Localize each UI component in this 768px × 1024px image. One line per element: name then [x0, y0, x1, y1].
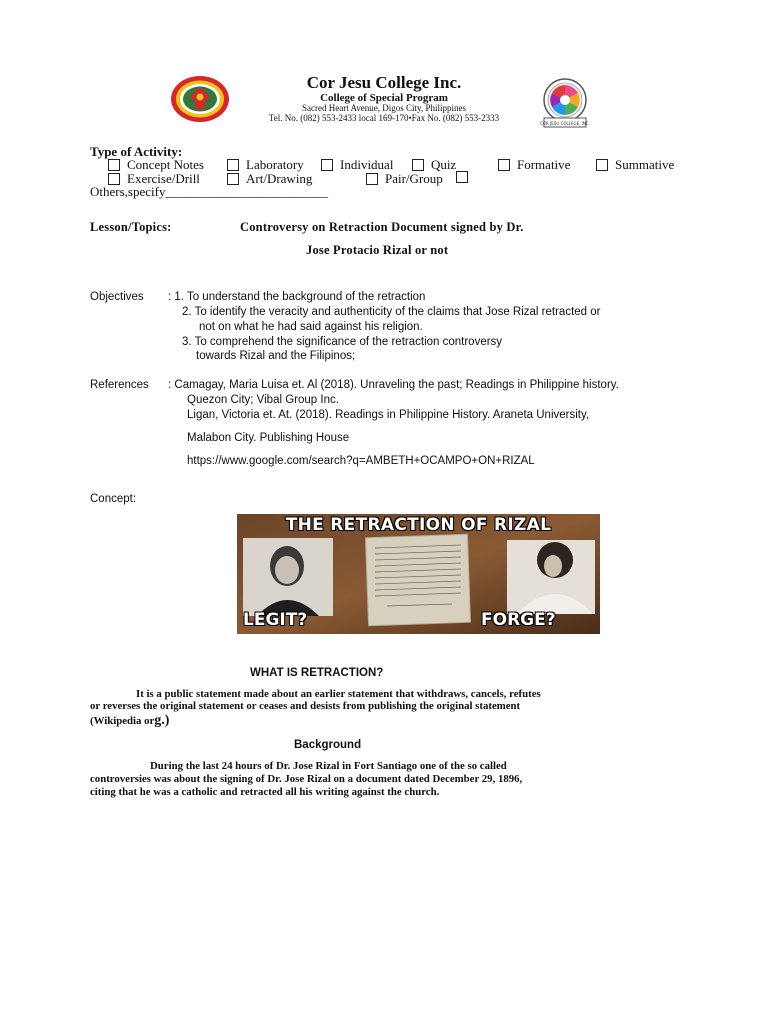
option-laboratory[interactable]: Laboratory	[227, 157, 304, 173]
background-text-line: controversies was about the signing of Dr. Jose Rizal on a document dated December 29, 1896,	[90, 773, 523, 785]
checkbox[interactable]	[108, 159, 120, 171]
college-name: Cor Jesu College Inc.	[306, 73, 462, 92]
checkbox[interactable]	[412, 159, 424, 171]
objective-line: not on what he had said against his religion.	[199, 321, 423, 333]
college-of-special-program-seal-icon	[536, 78, 594, 128]
college-address: Sacred Heart Avenue, Digos City, Philippines	[302, 103, 466, 113]
option-blank[interactable]	[456, 171, 475, 183]
reference-line: Malabon City. Publishing House	[187, 432, 350, 444]
reference-link[interactable]: https://www.google.com/search?q=AMBETH+OCAMPO+ON+RIZAL	[187, 455, 535, 467]
option-quiz[interactable]: Quiz	[412, 157, 456, 173]
lesson-label: Lesson/Topics:	[90, 220, 172, 234]
background-heading: Background	[294, 739, 362, 751]
background-text-line: During the last 24 hours of Dr. Jose Rizal in Fort Santiago one of the so called	[150, 760, 507, 772]
retraction-text-line: (Wikipedia org.)	[90, 713, 170, 728]
concept-label: Concept:	[90, 493, 137, 505]
others-specify-field[interactable]: Others,specify_________________________	[90, 184, 328, 199]
option-concept-notes[interactable]: Concept Notes	[108, 157, 204, 173]
image-caption-forge: FORGE?	[481, 610, 556, 630]
svg-text:COR JESU COLLEGE, INC.: COR JESU COLLEGE, INC.	[540, 121, 590, 126]
checkbox[interactable]	[366, 173, 378, 185]
checkbox[interactable]	[498, 159, 510, 171]
option-formative[interactable]: Formative	[498, 157, 570, 173]
option-art-drawing[interactable]: Art/Drawing	[227, 171, 312, 187]
retraction-text-line: It is a public statement made about an earlier statement that withdraws, cancels, refutes	[136, 688, 541, 700]
image-title: THE RETRACTION OF RIZAL	[285, 515, 552, 535]
checkbox[interactable]	[596, 159, 608, 171]
option-exercise-drill[interactable]: Exercise/Drill	[108, 171, 200, 187]
objective-line: towards Rizal and the Filipinos;	[196, 350, 356, 362]
objectives-label: Objectives	[90, 291, 144, 303]
option-individual[interactable]: Individual	[321, 157, 393, 173]
checkbox[interactable]	[321, 159, 333, 171]
references-label: References	[90, 379, 149, 391]
objective-line: 2. To identify the veracity and authenticity of the claims that Jose Rizal retracted or	[182, 306, 601, 318]
background-text-line: citing that he was a catholic and retracted all his writing against the church.	[90, 786, 440, 798]
image-caption-legit: LEGIT?	[243, 610, 308, 630]
option-pair-group[interactable]: Pair/Group	[366, 171, 443, 187]
reference-line: Ligan, Victoria et. At. (2018). Readings in Philippine History. Araneta University,	[187, 409, 590, 421]
reference-line: : Camagay, Maria Luisa et. Al (2018). Unraveling the past; Readings in Philippine history.	[168, 379, 619, 391]
lesson-title-line-2: Jose Protacio Rizal or not	[306, 243, 449, 257]
objective-line: : 1. To understand the background of the retraction	[168, 291, 426, 303]
option-summative[interactable]: Summative	[596, 157, 674, 173]
lesson-title-line-1: Controversy on Retraction Document signed by Dr.	[240, 220, 524, 234]
checkbox[interactable]	[227, 159, 239, 171]
checkbox[interactable]	[456, 171, 468, 183]
retraction-of-rizal-image	[237, 514, 600, 634]
college-phone: Tel. No. (082) 553-2433 local 169-170•Fax No. (082) 553-2333	[268, 113, 500, 123]
retraction-heading: WHAT IS RETRACTION?	[250, 667, 384, 679]
retraction-text-line: or reverses the original statement or ceases and desists from publishing the original statement	[90, 700, 521, 712]
reference-line: Quezon City; Vibal Group Inc.	[187, 394, 339, 406]
activity-title: Type of Activity:	[90, 144, 183, 159]
objective-line: 3. To comprehend the significance of the retraction controversy	[182, 336, 503, 348]
program-name: College of Special Program	[320, 92, 448, 104]
